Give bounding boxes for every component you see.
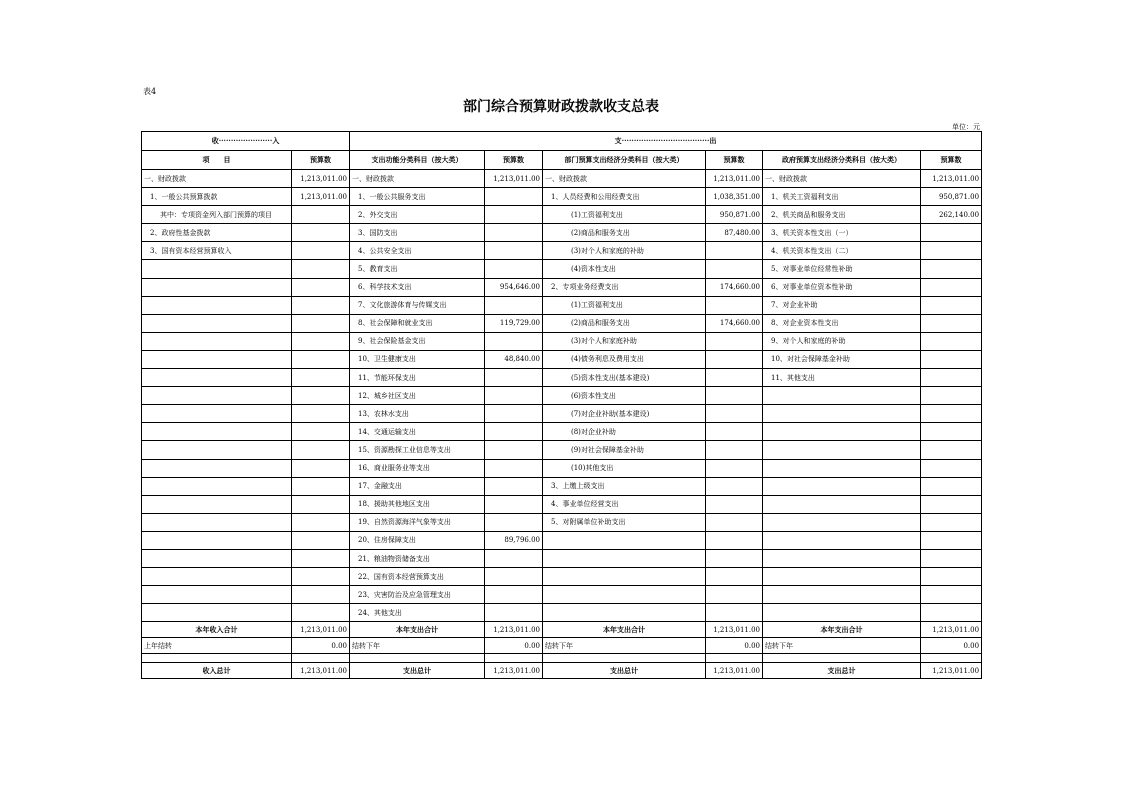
col-header: 预算数 [292, 151, 350, 170]
blank-cell [763, 654, 921, 663]
budget-amount-cell [485, 206, 543, 224]
grand-total-value: 1,213,011.00 [921, 663, 982, 679]
item-name-cell: 3、上缴上级支出 [543, 477, 706, 495]
item-name-cell: 3、国有资本经营预算收入 [142, 242, 292, 260]
item-name-cell: (4)债务利息及费用支出 [543, 350, 706, 368]
item-name-cell [763, 513, 921, 531]
budget-amount-cell [485, 604, 543, 622]
table-row [142, 224, 982, 242]
budget-amount-cell [921, 513, 982, 531]
item-name-cell: 10、卫生健康支出 [350, 350, 485, 368]
item-name-cell: 6、科学技术支出 [350, 278, 485, 296]
table-row [142, 477, 982, 495]
budget-amount-cell [292, 441, 350, 459]
budget-amount-cell [485, 586, 543, 604]
item-name-cell [142, 586, 292, 604]
table-row [142, 188, 982, 206]
budget-amount-cell [292, 459, 350, 477]
table-row [142, 423, 982, 441]
budget-amount-cell [292, 260, 350, 278]
budget-amount-cell [921, 332, 982, 350]
item-name-cell: (5)资本性支出(基本建设) [543, 369, 706, 387]
expense-char: 支 [614, 136, 622, 145]
item-name-cell: 一、财政拨款 [142, 170, 292, 188]
item-name-cell: 5、对附属单位补助支出 [543, 513, 706, 531]
item-name-cell [142, 513, 292, 531]
budget-amount-cell [921, 477, 982, 495]
item-name-cell: 2、政府性基金拨款 [142, 224, 292, 242]
budget-amount-cell: 262,140.00 [921, 206, 982, 224]
blank-cell [142, 654, 292, 663]
expense-end-char: 出 [709, 136, 717, 145]
grand-total-label: 支出总计 [543, 663, 706, 679]
budget-amount-cell [921, 369, 982, 387]
item-name-cell [142, 495, 292, 513]
budget-amount-cell: 87,480.00 [706, 224, 763, 242]
item-name-cell [142, 604, 292, 622]
item-name-cell [142, 332, 292, 350]
carry-value: 0.00 [706, 638, 763, 654]
budget-amount-cell: 1,038,351.00 [706, 188, 763, 206]
table-row [142, 260, 982, 278]
budget-amount-cell [921, 586, 982, 604]
budget-amount-cell [292, 405, 350, 423]
budget-amount-cell [292, 350, 350, 368]
budget-amount-cell: 89,796.00 [485, 531, 543, 549]
blank-cell [921, 654, 982, 663]
budget-amount-cell [485, 441, 543, 459]
budget-amount-cell [292, 604, 350, 622]
budget-amount-cell [292, 568, 350, 586]
budget-amount-cell: 1,213,011.00 [292, 170, 350, 188]
budget-amount-cell [706, 369, 763, 387]
item-name-cell: (8)对企业补助 [543, 423, 706, 441]
budget-amount-cell [292, 314, 350, 332]
item-name-cell: 3、机关资本性支出（一） [763, 224, 921, 242]
expense-dots: ···································· [621, 136, 710, 145]
budget-amount-cell [921, 242, 982, 260]
budget-amount-cell: 1,213,011.00 [292, 188, 350, 206]
item-name-cell [142, 459, 292, 477]
item-name-cell: (9)对社会保障基金补助 [543, 441, 706, 459]
item-name-cell: 4、公共安全支出 [350, 242, 485, 260]
budget-amount-cell [485, 224, 543, 242]
budget-amount-cell [921, 423, 982, 441]
carry-value: 0.00 [921, 638, 982, 654]
budget-amount-cell [706, 387, 763, 405]
item-name-cell: 23、灾害防治及应急管理支出 [350, 586, 485, 604]
budget-amount-cell [706, 441, 763, 459]
budget-amount-cell [292, 332, 350, 350]
budget-amount-cell [292, 387, 350, 405]
total-label: 本年支出合计 [350, 622, 485, 638]
item-name-cell: 17、金融支出 [350, 477, 485, 495]
total-label: 本年收入合计 [142, 622, 292, 638]
budget-amount-cell: 174,660.00 [706, 278, 763, 296]
item-name-cell [142, 387, 292, 405]
budget-amount-cell [292, 206, 350, 224]
budget-amount-cell [921, 495, 982, 513]
total-value: 1,213,011.00 [706, 622, 763, 638]
table-tag: 表4 [143, 87, 157, 96]
item-name-cell [142, 441, 292, 459]
item-name-cell: 24、其他支出 [350, 604, 485, 622]
budget-amount-cell [485, 332, 543, 350]
budget-amount-cell [706, 549, 763, 567]
budget-amount-cell [292, 549, 350, 567]
item-name-cell: 2、专项业务经费支出 [543, 278, 706, 296]
col-header: 预算数 [485, 151, 543, 170]
item-name-cell: (4)资本性支出 [543, 260, 706, 278]
budget-amount-cell [706, 513, 763, 531]
total-value: 1,213,011.00 [921, 622, 982, 638]
item-name-cell [142, 531, 292, 549]
table-row [142, 350, 982, 368]
budget-amount-cell: 1,213,011.00 [485, 170, 543, 188]
item-name-cell: 1、机关工资福利支出 [763, 188, 921, 206]
item-name-cell: 1、一般公共预算拨款 [142, 188, 292, 206]
grand-total-label: 收入总计 [142, 663, 292, 679]
blank-cell [706, 654, 763, 663]
item-name-cell [763, 568, 921, 586]
table-row [142, 314, 982, 332]
budget-amount-cell: 48,840.00 [485, 350, 543, 368]
budget-amount-cell [485, 459, 543, 477]
item-name-cell: (3)对个人和家庭的补助 [543, 242, 706, 260]
budget-amount-cell [485, 513, 543, 531]
item-name-cell: (10)其他支出 [543, 459, 706, 477]
blank-cell [350, 654, 485, 663]
budget-amount-cell [921, 260, 982, 278]
grand-total-value: 1,213,011.00 [706, 663, 763, 679]
item-name-cell: 11、其他支出 [763, 369, 921, 387]
column-header-row [142, 151, 982, 170]
budget-amount-cell [292, 586, 350, 604]
income-dots: ······················ [218, 136, 273, 145]
budget-amount-cell [921, 314, 982, 332]
item-name-cell: (6)资本性支出 [543, 387, 706, 405]
carry-label: 结转下年 [350, 638, 485, 654]
item-name-cell [142, 405, 292, 423]
item-name-cell: 一、财政拨款 [543, 170, 706, 188]
year-total-row [142, 622, 982, 638]
item-name-cell [763, 549, 921, 567]
item-name-cell: 7、文化旅游体育与传媒支出 [350, 296, 485, 314]
item-name-cell: 21、粮油物资储备支出 [350, 549, 485, 567]
item-name-cell: 6、对事业单位资本性补助 [763, 278, 921, 296]
item-name-cell: 其中：专项资金列入部门预算的项目 [142, 206, 292, 224]
budget-amount-cell [292, 531, 350, 549]
budget-amount-cell [921, 387, 982, 405]
table-row [142, 604, 982, 622]
budget-amount-cell: 1,213,011.00 [921, 170, 982, 188]
grand-total-label: 支出总计 [350, 663, 485, 679]
budget-amount-cell: 119,729.00 [485, 314, 543, 332]
budget-amount-cell [921, 224, 982, 242]
blank-cell [485, 654, 543, 663]
table-row [142, 278, 982, 296]
expense-section-header [350, 132, 982, 151]
budget-amount-cell [292, 242, 350, 260]
item-name-cell: 18、援助其他地区支出 [350, 495, 485, 513]
budget-amount-cell: 950,871.00 [921, 188, 982, 206]
budget-amount-cell [485, 477, 543, 495]
item-name-cell: 一、财政拨款 [350, 170, 485, 188]
budget-amount-cell [921, 405, 982, 423]
item-name-cell [763, 586, 921, 604]
budget-amount-cell [921, 549, 982, 567]
item-name-cell: 12、城乡社区支出 [350, 387, 485, 405]
budget-amount-cell [485, 549, 543, 567]
item-name-cell [763, 387, 921, 405]
table-row [142, 242, 982, 260]
blank-cell [292, 654, 350, 663]
unit-label: 单位：元 [952, 123, 980, 131]
budget-amount-cell [921, 441, 982, 459]
table-row [142, 568, 982, 586]
item-name-cell [543, 531, 706, 549]
table-row [142, 170, 982, 188]
item-name-cell: 14、交通运输支出 [350, 423, 485, 441]
table-row [142, 387, 982, 405]
item-name-cell [142, 477, 292, 495]
budget-amount-cell [292, 513, 350, 531]
grand-total-row [142, 663, 982, 679]
budget-amount-cell [485, 568, 543, 586]
table-row [142, 531, 982, 549]
budget-amount-cell [706, 423, 763, 441]
col-header: 预算数 [921, 151, 982, 170]
item-name-cell: 一、财政拨款 [763, 170, 921, 188]
item-name-cell: 10、对社会保障基金补助 [763, 350, 921, 368]
carry-label: 结转下年 [763, 638, 921, 654]
item-name-cell [763, 477, 921, 495]
grand-total-value: 1,213,011.00 [485, 663, 543, 679]
table-row [142, 206, 982, 224]
grand-total-label: 支出总计 [763, 663, 921, 679]
total-label: 本年支出合计 [543, 622, 706, 638]
section-header-row [142, 132, 982, 151]
blank-row [142, 654, 982, 663]
table-row [142, 459, 982, 477]
item-name-cell [142, 549, 292, 567]
item-name-cell: 5、对事业单位经常性补助 [763, 260, 921, 278]
item-name-cell: 1、人员经费和公用经费支出 [543, 188, 706, 206]
item-name-cell [543, 604, 706, 622]
item-name-cell [763, 604, 921, 622]
item-name-cell: (1)工资福利支出 [543, 296, 706, 314]
budget-amount-cell [921, 350, 982, 368]
table-body [142, 170, 982, 622]
carry-value: 0.00 [485, 638, 543, 654]
col-header: 部门预算支出经济分类科目（按大类） [543, 151, 706, 170]
item-name-cell: 20、住房保障支出 [350, 531, 485, 549]
table-row [142, 369, 982, 387]
item-name-cell: 19、自然资源海洋气象等支出 [350, 513, 485, 531]
budget-amount-cell [292, 278, 350, 296]
col-header: 预算数 [706, 151, 763, 170]
item-name-cell [142, 423, 292, 441]
item-name-cell: 22、国有资本经营预算支出 [350, 568, 485, 586]
item-name-cell [763, 495, 921, 513]
item-name-cell: 5、教育支出 [350, 260, 485, 278]
blank-cell [543, 654, 706, 663]
col-header: 政府预算支出经济分类科目（按大类） [763, 151, 921, 170]
budget-amount-cell [921, 296, 982, 314]
table-row [142, 296, 982, 314]
table-row [142, 513, 982, 531]
budget-amount-cell [485, 405, 543, 423]
budget-amount-cell [292, 495, 350, 513]
budget-amount-cell [706, 405, 763, 423]
budget-amount-cell [292, 224, 350, 242]
item-name-cell [142, 350, 292, 368]
budget-amount-cell [921, 531, 982, 549]
item-name-cell [142, 278, 292, 296]
table-row [142, 586, 982, 604]
carry-row [142, 638, 982, 654]
budget-amount-cell [921, 278, 982, 296]
budget-amount-cell: 954,646.00 [485, 278, 543, 296]
income-end-char: 入 [272, 136, 280, 145]
budget-amount-cell [485, 369, 543, 387]
item-name-cell [763, 459, 921, 477]
item-name-cell: 13、农林水支出 [350, 405, 485, 423]
budget-amount-cell [485, 296, 543, 314]
table-row [142, 332, 982, 350]
item-name-cell [142, 314, 292, 332]
item-name-cell [543, 568, 706, 586]
item-name-cell [543, 586, 706, 604]
item-name-cell: 7、对企业补助 [763, 296, 921, 314]
item-name-cell: 11、节能环保支出 [350, 369, 485, 387]
item-name-cell: 8、对企业资本性支出 [763, 314, 921, 332]
budget-amount-cell [706, 531, 763, 549]
item-name-cell [763, 423, 921, 441]
item-name-cell: 3、国防支出 [350, 224, 485, 242]
budget-amount-cell [706, 350, 763, 368]
item-name-cell: 2、外交支出 [350, 206, 485, 224]
item-name-cell: 1、一般公共服务支出 [350, 188, 485, 206]
item-name-cell [543, 549, 706, 567]
item-name-cell [142, 296, 292, 314]
item-name-cell: 8、社会保障和就业支出 [350, 314, 485, 332]
item-name-cell [763, 405, 921, 423]
item-name-cell: (7)对企业补助(基本建设) [543, 405, 706, 423]
budget-amount-cell [706, 260, 763, 278]
carry-value: 0.00 [292, 638, 350, 654]
budget-amount-cell [292, 477, 350, 495]
budget-amount-cell [292, 296, 350, 314]
item-name-cell: 15、资源勘探工业信息等支出 [350, 441, 485, 459]
item-name-cell [763, 441, 921, 459]
item-name-cell: 9、对个人和家庭的补助 [763, 332, 921, 350]
budget-amount-cell [292, 369, 350, 387]
item-name-cell [763, 531, 921, 549]
income-section-header [142, 132, 350, 151]
item-name-cell: 4、机关资本性支出（二） [763, 242, 921, 260]
item-name-cell [142, 260, 292, 278]
budget-amount-cell [706, 296, 763, 314]
item-name-cell: (3)对个人和家庭补助 [543, 332, 706, 350]
budget-amount-cell [921, 568, 982, 586]
table-row [142, 441, 982, 459]
budget-amount-cell [706, 332, 763, 350]
total-label: 本年支出合计 [763, 622, 921, 638]
budget-amount-cell [706, 242, 763, 260]
budget-amount-cell [921, 459, 982, 477]
total-value: 1,213,011.00 [292, 622, 350, 638]
total-value: 1,213,011.00 [485, 622, 543, 638]
grand-total-value: 1,213,011.00 [292, 663, 350, 679]
carry-label: 结转下年 [543, 638, 706, 654]
item-name-cell: (2)商品和服务支出 [543, 314, 706, 332]
budget-amount-cell [485, 260, 543, 278]
budget-amount-cell [706, 586, 763, 604]
page-title: 部门综合预算财政拨款收支总表 [463, 99, 659, 115]
budget-amount-cell [485, 423, 543, 441]
budget-amount-cell [921, 604, 982, 622]
budget-amount-cell [706, 604, 763, 622]
budget-table [141, 131, 982, 679]
item-name-cell: 9、社会保险基金支出 [350, 332, 485, 350]
item-name-cell: (1)工资福利支出 [543, 206, 706, 224]
col-header: 项 目 [142, 151, 292, 170]
budget-amount-cell: 174,660.00 [706, 314, 763, 332]
item-name-cell: 4、事业单位经营支出 [543, 495, 706, 513]
income-char: 收 [211, 136, 219, 145]
item-name-cell: 16、商业服务业等支出 [350, 459, 485, 477]
budget-amount-cell: 1,213,011.00 [706, 170, 763, 188]
budget-amount-cell [485, 387, 543, 405]
col-header: 支出功能分类科目（按大类） [350, 151, 485, 170]
budget-amount-cell [706, 477, 763, 495]
budget-amount-cell [485, 188, 543, 206]
item-name-cell: (2)商品和服务支出 [543, 224, 706, 242]
item-name-cell [142, 568, 292, 586]
item-name-cell: 2、机关商品和服务支出 [763, 206, 921, 224]
budget-amount-cell [706, 568, 763, 586]
table-row [142, 495, 982, 513]
carry-label: 上年结转 [142, 638, 292, 654]
item-name-cell [142, 369, 292, 387]
table-row [142, 405, 982, 423]
budget-amount-cell [706, 459, 763, 477]
budget-amount-cell: 950,871.00 [706, 206, 763, 224]
budget-amount-cell [485, 495, 543, 513]
budget-amount-cell [485, 242, 543, 260]
table-row [142, 549, 982, 567]
budget-amount-cell [292, 423, 350, 441]
budget-amount-cell [706, 495, 763, 513]
